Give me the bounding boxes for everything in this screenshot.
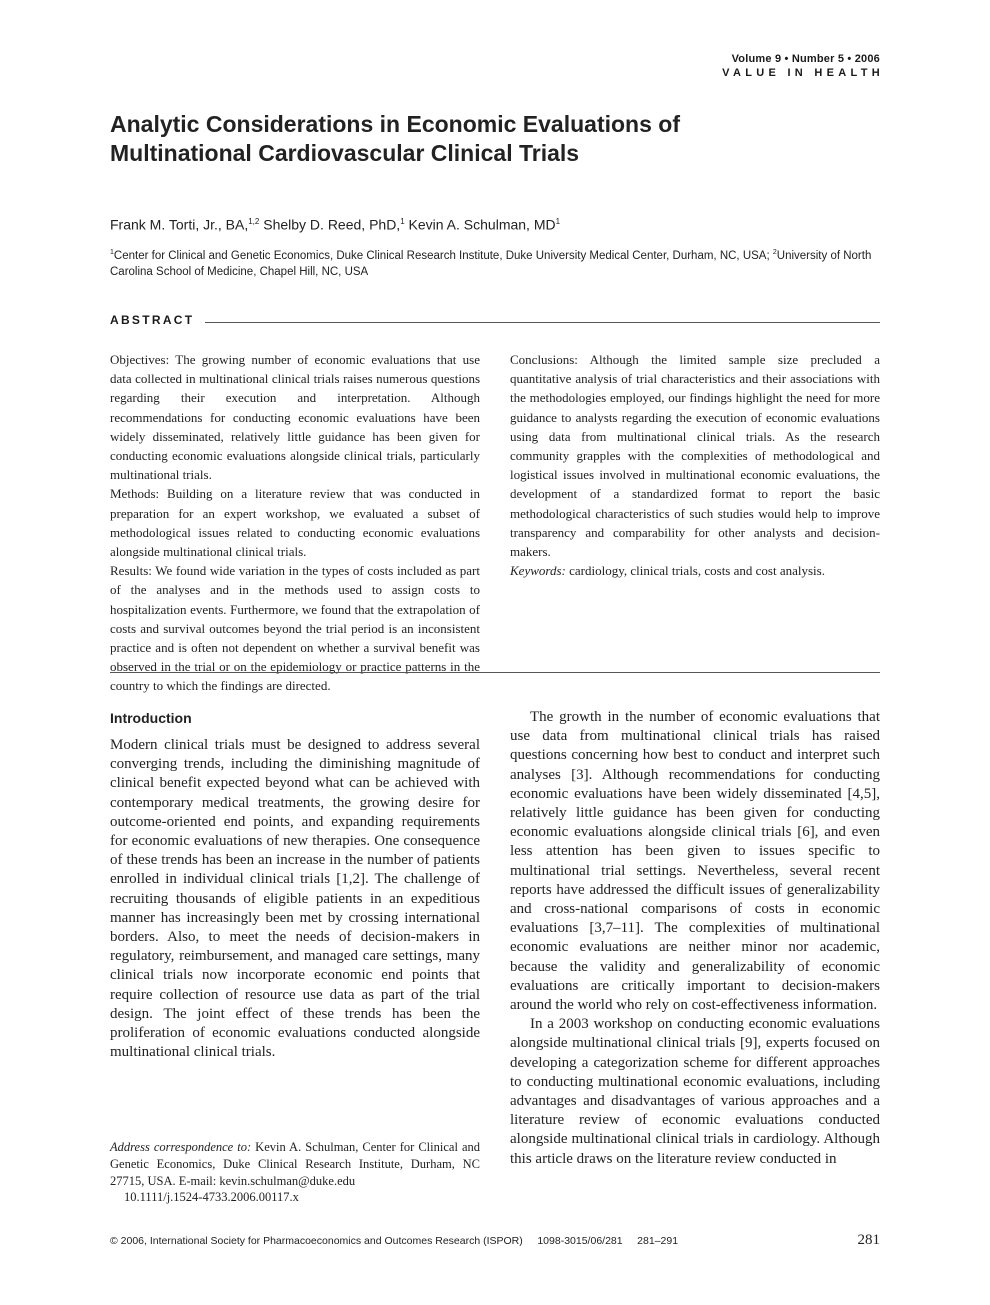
affiliations <box>110 245 882 281</box>
abstract-rule <box>205 322 880 323</box>
doi: 10.1111/j.1524-4733.2006.00117.x <box>124 1190 299 1205</box>
introduction-heading: Introduction <box>110 710 192 726</box>
author-name: Kevin A. Schulman, MD <box>408 216 556 233</box>
results-label: Results: <box>110 563 152 579</box>
journal-name: VALUE IN HEALTH <box>722 67 884 79</box>
abstract-end-rule <box>110 672 880 673</box>
abstract-methods <box>110 484 480 561</box>
author-name: Shelby D. Reed, PhD, <box>263 216 401 233</box>
page-footer <box>110 1231 880 1251</box>
correspondence-label: Address correspondence to: <box>110 1140 252 1154</box>
journal-volume: Volume 9 • Number 5 • 2006 <box>731 53 880 65</box>
author-name: Frank M. Torti, Jr., BA, <box>110 216 249 233</box>
abstract-conclusions <box>510 350 880 561</box>
conclusions-text: Although the limited sample size precluded a quantitative analysis of trial characteristics and their associations with the methodologies employed, our findings highlight the need for more guidance to analysts regarding the execution of economic evaluations using data from multinational clinical trials. As the research community grapples with the complexities of methodological and logistical issues involved in multinational economic evaluations, the development of a standardized format to report the basic methodological characteristics of such studies would help to improve transparency and comparability for other analysts and decision-makers. <box>510 352 880 560</box>
objectives-label: Objectives: <box>110 352 170 367</box>
body-paragraph: The growth in the number of economic evaluations that use data from multinational clinical trials has raised questions concerning how best to conduct and interpret such analyses [3]. Although recommendations for conducting economic evaluations have been widely disseminated [4,5], relatively little guidance has been given for conducting economic evaluations alongside clinical trials [6], and even less attention has been given to issues specific to multinational trial settings. Nevertheless, several recent reports have addressed the difficult issues of generalizability and cross-national comparisons of costs in economic evaluations [3,7–11]. The complexities of multinational economic evaluations are neither minor nor academic, because the validity and generalizability of economic evaluations are critically important to decision-makers around the world who rely on cost-effectiveness information. <box>510 709 880 1014</box>
affiliation-mark: 1 <box>110 249 114 256</box>
author-list <box>110 212 560 235</box>
affiliation-text: University of North Carolina School of Medicine, Chapel Hill, NC, USA <box>110 249 872 279</box>
keywords-text: cardiology, clinical trials, costs and cost analysis. <box>565 563 825 579</box>
results-text: We found wide variation in the types of costs included as part of the analyses and in the methods used to assign costs to hospitalization events. Furthermore, we found that the extrapolation of costs and survival outcomes beyond the trial period is an inconsistent practice and is often not dependent on whether a survival benefit was observed in the trial or on the epidemiology or practice patterns in the country to which the findings are directed. <box>110 563 480 694</box>
abstract-keywords <box>510 561 880 580</box>
correspondence-note <box>110 1139 480 1206</box>
abstract-objectives <box>110 350 480 484</box>
methods-label: Methods: <box>110 486 160 502</box>
copyright-line: © 2006, International Society for Pharmacoeconomics and Outcomes Research (ISPOR) 1098-3015/06/281 281–291 <box>110 1235 679 1247</box>
title-line-2: Multinational Cardiovascular Clinical Trials <box>110 140 580 166</box>
conclusions-label: Conclusions: <box>510 352 578 367</box>
author-affiliation-mark: 1 <box>400 217 405 226</box>
affiliation-text: Center for Clinical and Genetic Economics, Duke Clinical Research Institute, Duke University Medical Center, Durham, NC, USA; <box>113 249 773 262</box>
keywords-label: Keywords: <box>510 563 566 579</box>
title-line-1: Analytic Considerations in Economic Evaluations of <box>110 111 680 137</box>
abstract-heading <box>110 311 880 329</box>
correspondence-text: Kevin A. Schulman, Center for Clinical and Genetic Economics, Duke Clinical Research Institute, Durham, NC 27715, USA. E-mail: kevin.schulman@duke.edu <box>110 1140 480 1188</box>
body-paragraph: Modern clinical trials must be designed to address several converging trends, including the diminishing magnitude of clinical benefit expected beyond what can be achieved with contemporary medical treatments, the growing desire for outcome-oriented end points, and expanding requirements for economic evaluations of new therapies. One consequence of these trends has been an increase in the number of patients enrolled in individual clinical trials [1,2]. The challenge of recruiting thousands of eligible patients in an expeditious manner has increasingly been met by crossing international borders. Also, to meet the needs of decision-makers in regulatory, reimbursement, and managed care settings, many clinical trials now incorporate economic end points that require collection of resource use data as part of the trial design. The joint effect of these trends has been the proliferation of economic evaluations conducted alongside multinational clinical trials. <box>110 737 480 1061</box>
author-affiliation-mark: 1 <box>555 217 561 226</box>
objectives-text: The growing number of economic evaluations that use data collected in multinational clinical trials raises numerous questions regarding their execution and interpretation. Although recommendations for conducting economic evaluations have been widely disseminated, relatively little guidance has been given for conducting economic evaluations alongside clinical trials, particularly multinational trials. <box>110 352 480 483</box>
body-paragraph: In a 2003 workshop on conducting economic evaluations alongside multinational clinical trials [9], experts focused on developing a categorization scheme for different approaches to conducting multinational economic evaluations, including advantages and disadvantages of various approaches and a literature review of economic evaluations conducted alongside multinational clinical trials in cardiology. Although this article draws on the literature review conducted in <box>510 1016 880 1167</box>
journal-header <box>722 52 884 80</box>
author-affiliation-mark: 1,2 <box>248 217 260 226</box>
body-column-left <box>110 708 480 1062</box>
page-number: 281 <box>857 1232 880 1248</box>
abstract-label: ABSTRACT <box>110 311 200 329</box>
abstract-column-right <box>510 350 880 580</box>
affiliation-mark: 2 <box>772 249 777 256</box>
abstract-results <box>110 561 480 695</box>
methods-text: Building on a literature review that was conducted in preparation for an expert workshop, we evaluated a subset of methodological issues related to conducting economic evaluations alongside multinational clinical trials. <box>110 486 480 560</box>
body-column-right <box>510 708 880 1169</box>
abstract-column-left <box>110 350 480 696</box>
article-title <box>110 110 880 168</box>
